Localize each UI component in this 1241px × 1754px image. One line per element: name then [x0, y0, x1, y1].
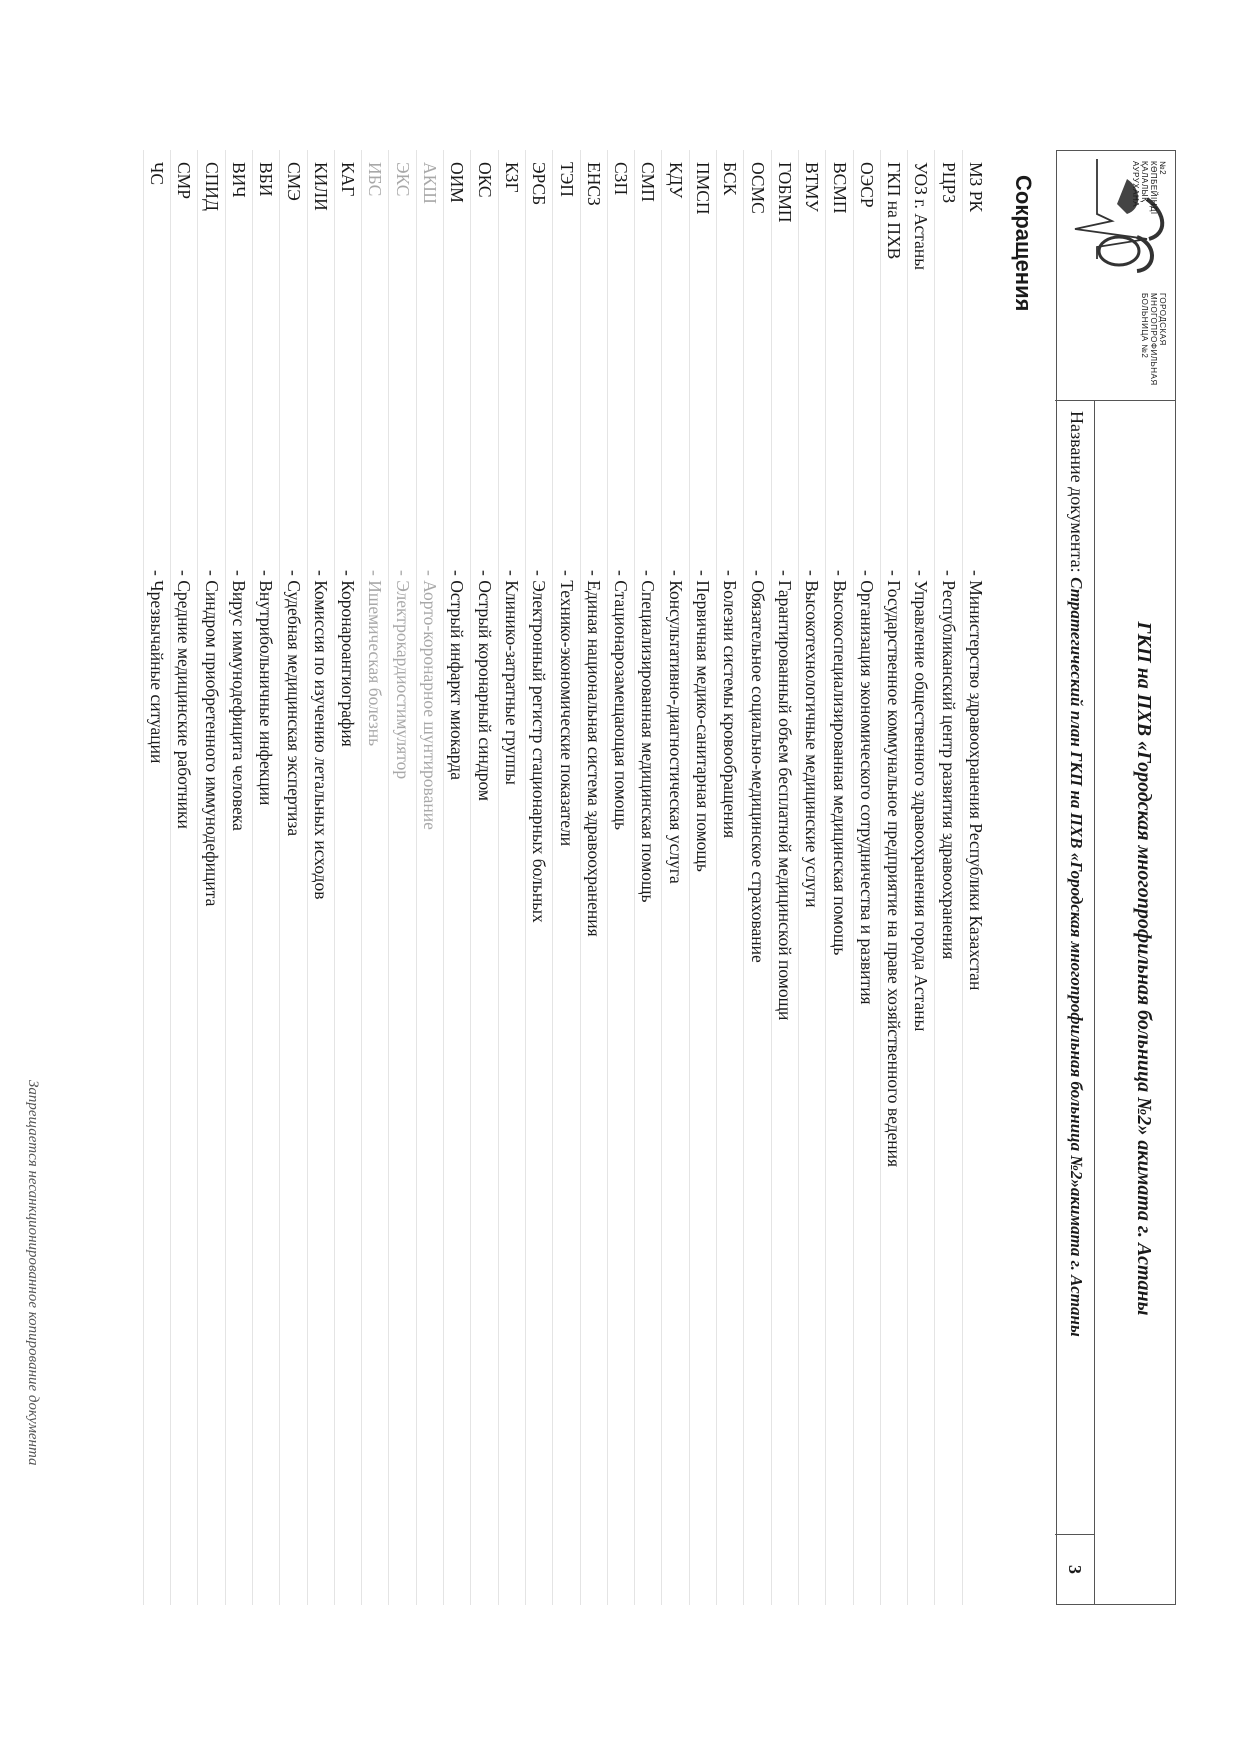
list-item — [580, 150, 607, 1605]
list-item — [907, 150, 934, 1605]
abbreviation-definition: - Аорто-коронарное шунтирование — [420, 570, 441, 830]
abbreviation-definition: - Комиссия по изучению летальных исходов — [310, 570, 331, 900]
abbreviation-definition: - Внутрибольничные инфекции — [256, 570, 277, 806]
document-name: Стратегический план ГКП на ПХВ «Городская многопрофильная больница №2»акимата г. Астаны — [1067, 577, 1086, 1337]
abbreviation-definition: - Управление общественного здравоохранения города Астаны — [911, 570, 932, 1032]
list-item — [525, 150, 552, 1605]
page-number: 3 — [1055, 1534, 1095, 1604]
abbreviation-term: ЕНСЗ — [583, 162, 604, 206]
abbreviation-definition: - Чрезвычайные ситуации — [147, 570, 168, 764]
list-item — [607, 150, 634, 1605]
abbreviation-definition: - Министерство здравоохранения Республики Казахстан — [966, 570, 986, 991]
list-item — [962, 150, 989, 1605]
list-item — [388, 150, 415, 1605]
list-item — [661, 150, 688, 1605]
abbreviation-term: ОСМС — [747, 162, 768, 214]
list-item — [552, 150, 579, 1605]
abbreviation-definition: - Государственное коммунальное предприятие на праве хозяйственного ведения — [884, 570, 905, 1168]
abbreviation-definition: - Единая национальная система здравоохранения — [583, 570, 604, 937]
abbreviation-term: ТЭП — [556, 162, 577, 197]
abbreviation-term: ИБС — [365, 162, 386, 197]
document-name-line — [1055, 401, 1095, 1536]
title-cell — [1055, 401, 1175, 1536]
list-item — [225, 150, 252, 1605]
logo-name-kz: №2 КӨПБЕЙІНДІ ҚАЛАЛЫҚ АУРУХАНА — [1131, 161, 1167, 215]
abbreviation-definition: - Высокотехнологичные медицинские услуги — [802, 570, 823, 908]
abbreviations-list — [143, 150, 989, 1605]
abbreviation-term: УОЗ г. Астаны — [911, 162, 932, 270]
abbreviation-term: ГОБМП — [774, 162, 795, 223]
list-item — [716, 150, 743, 1605]
list-item — [853, 150, 880, 1605]
document-header — [1056, 150, 1176, 1605]
abbreviation-term: СМП — [638, 162, 659, 202]
list-item — [825, 150, 852, 1605]
abbreviation-definition: - Первичная медико-санитарная помощь — [693, 570, 714, 872]
list-item — [334, 150, 361, 1605]
abbreviation-definition: - Гарантированный объем бесплатной медицинской помощи — [774, 570, 795, 1021]
abbreviation-term: ВИЧ — [228, 162, 249, 198]
abbreviation-term: ВБИ — [256, 162, 277, 197]
abbreviation-definition: - Острый инфаркт миокарда — [447, 570, 468, 780]
abbreviation-definition: - Вирус иммунодефицита человека — [228, 570, 249, 831]
abbreviation-term: ГКП на ПХВ — [884, 162, 905, 260]
abbreviation-definition: - Болезни системы кровообращения — [720, 570, 741, 839]
abbreviation-definition: - Стационарозамещающая помощь — [611, 570, 632, 830]
abbreviation-term: КИЛИ — [310, 162, 331, 211]
list-item — [252, 150, 279, 1605]
abbreviation-term: ОКС — [474, 162, 495, 198]
abbreviation-definition: - Консультативно-диагностическая услуга — [665, 570, 686, 884]
list-item — [170, 150, 197, 1605]
abbreviation-term: РЦРЗ — [938, 162, 959, 204]
abbreviation-term: ОЭСР — [856, 162, 877, 208]
abbreviation-term: ЧС — [147, 162, 168, 186]
abbreviation-term: АКШ — [420, 162, 441, 204]
footer-note: Запрещается несанкционированное копирование документа — [25, 1080, 41, 1466]
list-item — [443, 150, 470, 1605]
abbreviation-term: СМЭ — [283, 162, 304, 201]
list-item — [307, 150, 334, 1605]
abbreviation-term: СПИД — [201, 162, 222, 211]
abbreviation-term: ЭКС — [392, 162, 413, 197]
abbreviation-term: ЭРСБ — [529, 162, 550, 206]
logo-name-ru: ГОРОДСКАЯ МНОГОПРОФИЛЬНАЯ БОЛЬНИЦА №2 — [1140, 293, 1167, 386]
abbreviation-definition: - Синдром приобретенного иммунодефицита — [201, 570, 222, 907]
abbreviation-definition: - Острый коронарный синдром — [474, 570, 495, 801]
list-item — [743, 150, 770, 1605]
abbreviation-definition: - Электронный регистр стационарных больных — [529, 570, 550, 923]
abbreviation-definition: - Технико-экономические показатели — [556, 570, 577, 847]
abbreviation-term: КЗГ — [501, 162, 522, 193]
abbreviation-definition: - Средние медицинские работники — [174, 570, 195, 829]
list-item — [634, 150, 661, 1605]
abbreviation-definition: - Электрокардиостимулятор — [392, 570, 413, 780]
list-item — [934, 150, 961, 1605]
abbreviation-term: СЗП — [611, 162, 632, 196]
abbreviation-definition: - Судебная медицинская экспертиза — [283, 570, 304, 837]
organization-title: ГКП на ПХВ «Городская многопрофильная больница №2» акимата г. Астаны — [1133, 621, 1155, 1316]
abbreviation-definition: - Республиканский центр развития здравоохранения — [938, 570, 959, 960]
abbreviation-definition: - Специализированная медицинская помощь — [638, 570, 659, 903]
abbreviation-term: КДУ — [665, 162, 686, 199]
abbreviation-term: КАГ — [338, 162, 359, 197]
abbreviation-definition: - Организация экономического сотрудничества и развития — [856, 570, 877, 1005]
list-item — [361, 150, 388, 1605]
abbreviation-term: СМР — [174, 162, 195, 199]
list-item — [197, 150, 224, 1605]
list-item — [880, 150, 907, 1605]
document-name-label: Название документа: — [1067, 411, 1087, 573]
abbreviation-term: МЗ РК — [966, 162, 986, 213]
list-item — [279, 150, 306, 1605]
list-item — [689, 150, 716, 1605]
list-item — [416, 150, 443, 1605]
abbreviation-term: ПМСП — [693, 162, 714, 215]
list-item — [143, 150, 170, 1605]
abbreviation-term: ВТМУ — [802, 162, 823, 212]
list-item — [798, 150, 825, 1605]
abbreviation-term: БСК — [720, 162, 741, 196]
section-title: Сокращения — [1011, 175, 1036, 312]
list-item — [470, 150, 497, 1605]
abbreviation-definition: - Высокоспециализированная медицинская помощь — [829, 570, 850, 956]
list-item — [498, 150, 525, 1605]
abbreviation-term: ВСМП — [829, 162, 850, 214]
list-item — [771, 150, 798, 1605]
abbreviation-definition: - Клинико-затратные группы — [501, 570, 522, 785]
abbreviation-definition: - Ишемическая болезнь — [365, 570, 386, 747]
abbreviation-term: ОИМ — [447, 162, 468, 203]
abbreviation-definition: - Обязательное социально-медицинское страхование — [747, 570, 768, 963]
logo-cell — [1055, 151, 1175, 401]
abbreviation-definition: - Коронароангиография — [338, 570, 359, 747]
